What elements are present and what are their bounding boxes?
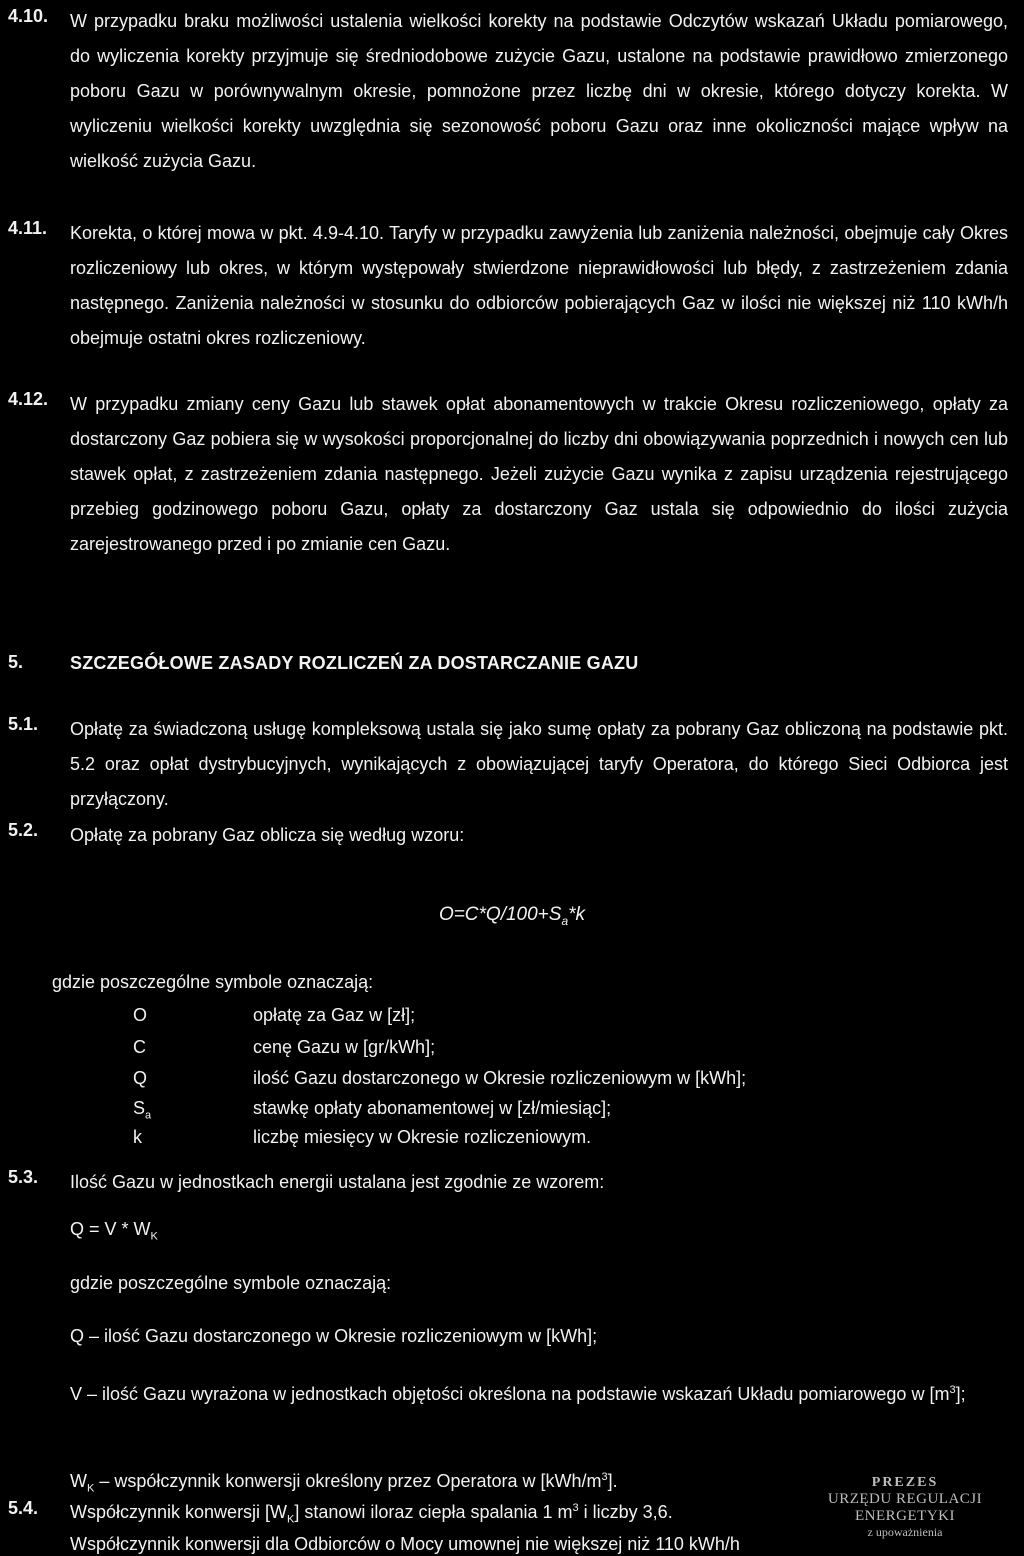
section-number: 5.2. <box>8 820 39 840</box>
section-4-12 <box>8 387 1008 562</box>
chapter-5-heading <box>8 652 1008 674</box>
chapter-title: SZCZEGÓŁOWE ZASADY ROZLICZEŃ ZA DOSTARCZANIE GAZU <box>70 653 639 673</box>
section-text: W przypadku zmiany ceny Gazu lub stawek opłat abonamentowych w trakcie Okresu rozliczeniowego, opłaty za dostarczony Gaz pobiera się w wysokości proporcjonalnej do liczby dni obowiązywania poprzednich i nowych cen lub stawek opłat, z zastrzeżeniem zdania następnego. Jeżeli zużycie Gazu wynika z zapisu urządzenia rejestrującego przebieg godzinowego poboru Gazu, opłaty za dostarczony Gaz ustala się odpowiednio do ilości zużycia zarejestrowanego przed i po zmianie cen Gazu. <box>70 394 1008 554</box>
section-text: Opłatę za świadczoną usługę kompleksową ustala się jako sumę opłaty za pobrany Gaz obliczoną na podstawie pkt. 5.2 oraz opłat dystrybucyjnych, wynikających z obowiązującej taryfy Operatora, do którego Sieci Odbiorca jest przyłączony. <box>70 719 1008 809</box>
section-number: 4.10. <box>8 6 49 26</box>
stamp-title: PREZES <box>871 1475 939 1490</box>
definition-q: Q – ilość Gazu dostarczonego w Okresie rozliczeniowym w [kWh]; <box>70 1326 598 1346</box>
section-5-1 <box>8 712 1008 817</box>
section-text: W przypadku braku możliwości ustalenia wielkości korekty na podstawie Odczytów wskazań Układu pomiarowego, do wyliczenia korekty przyjmuje się średniodobowe zużycie Gazu, ustalone na podstawie prawidłowo zmierzonego poboru Gazu w porównywalnym okresie, pomnożone przez liczbę dni w okresie, którego dotyczy korekta. W wyliczeniu wielkości korekty uwzględnia się sezonowość poboru Gazu oraz inne okoliczności mające wpływ na wielkość zużycia Gazu. <box>70 11 1008 171</box>
stamp-office: URZĘDU REGULACJI ENERGETYKI <box>827 1491 983 1524</box>
section-number: 5.1. <box>8 714 39 734</box>
symbol-row: $S_a$ stawkę opłaty abonamentowej w [zł/miesiąc]; <box>133 1098 612 1122</box>
section-text: Opłatę za pobrany Gaz oblicza się według wzoru: <box>70 825 465 845</box>
section-number: 4.12. <box>8 389 49 409</box>
symbol-row: C cenę Gazu w [gr/kWh]; <box>133 1037 436 1057</box>
section-text: Ilość Gazu w jednostkach energii ustalana jest zgodnie ze wzorem: <box>70 1172 605 1192</box>
section-text <box>70 1496 770 1556</box>
section-4-11 <box>8 216 1008 356</box>
symbols-intro: gdzie poszczególne symbole oznaczają: <box>52 972 374 992</box>
symbol-row: k liczbę miesięcy w Okresie rozliczeniowym. <box>133 1127 592 1147</box>
symbol-row: O opłatę za Gaz w [zł]; <box>133 1005 416 1025</box>
stamp-note: z upoważnienia <box>867 1525 943 1539</box>
section-text: Korekta, o której mowa w pkt. 4.9-4.10. Taryfy w przypadku zawyżenia lub zaniżenia należności, obejmuje cały Okres rozliczeniowy lub okres, w którym występowały stwierdzone nieprawidłowości lub błędy, z zastrzeżeniem zdania następnego. Zaniżenia należności w stosunku do odbiorców pobierających Gaz w ilości nie większej niż 110 kWh/h obejmuje ostatni okres rozliczeniowy. <box>70 223 1008 348</box>
section-number: 5.4. <box>8 1498 39 1518</box>
section-4-10 <box>8 4 1008 179</box>
formula-5-3: $Q = V * W_K$ <box>70 1219 158 1243</box>
section-line: Współczynnik konwersji $[W_K]$ stanowi iloraz ciepła spalania 1 $m^3$ i liczby 3,6. <box>70 1502 673 1526</box>
definition-wk: $W_K$ – współczynnik konwersji określony przez Operatora w $[kWh/m^3]$. <box>70 1471 618 1495</box>
formula-5-2: $O=C*Q/100+S_a*k$ <box>438 904 586 928</box>
chapter-number: 5. <box>8 652 24 672</box>
symbols-intro: gdzie poszczególne symbole oznaczają: <box>70 1273 392 1293</box>
section-line: Współczynnik konwersji dla Odbiorców o Mocy umownej nie większej niż 110 kWh/h <box>70 1533 740 1554</box>
official-stamp <box>790 1475 1020 1540</box>
section-5-3 <box>8 1165 1008 1200</box>
section-5-2 <box>8 818 1008 853</box>
definition-v: V – ilość Gazu wyrażona w jednostkach objętości określona na podstawie wskazań Układu pomiarowego w $[m^3]$; <box>70 1384 966 1404</box>
symbol-row: Q ilość Gazu dostarczonego w Okresie rozliczeniowym w [kWh]; <box>133 1068 747 1088</box>
section-number: 5.3. <box>8 1167 39 1187</box>
section-number: 4.11. <box>8 218 48 238</box>
